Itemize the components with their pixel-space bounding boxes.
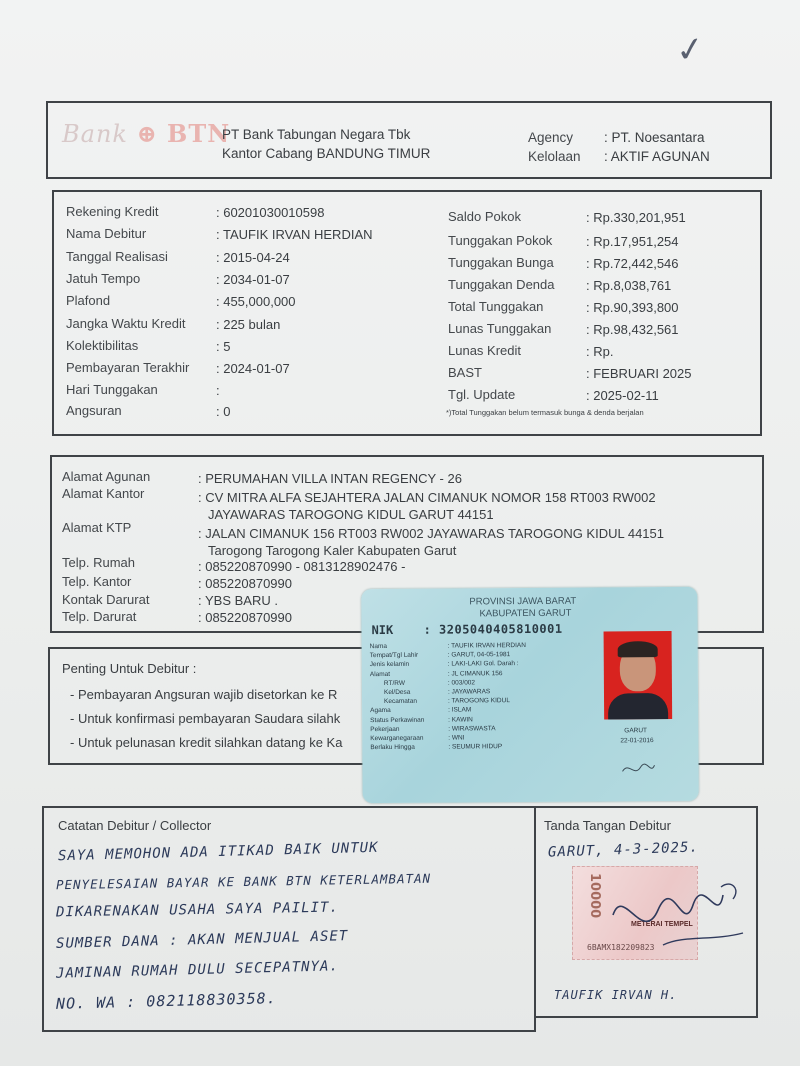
notes-title: Catatan Debitur / Collector [58, 818, 212, 833]
stamp-code: 6BAMX182209823 [587, 943, 655, 952]
loan-field-value: : Rp.72,442,546 [586, 256, 679, 271]
telp-rumah-value: : 085220870990 - 0813128902476 - [198, 559, 406, 574]
kontak-darurat-value: : YBS BARU . [198, 593, 278, 608]
loan-field-value: : 2015-04-24 [216, 250, 290, 265]
ktp-id-card [361, 587, 698, 803]
telp-darurat-label: Telp. Darurat [62, 609, 137, 624]
notice-title: Penting Untuk Debitur : [62, 661, 197, 676]
loan-field-value: : 0 [216, 404, 231, 419]
ktp-field-value: : 003/002 [447, 679, 476, 687]
ktp-field-value: : SEUMUR HIDUP [448, 743, 503, 751]
alamat-agunan-value: : PERUMAHAN VILLA INTAN REGENCY - 26 [198, 471, 462, 486]
ktp-field-label: Alamat [369, 670, 391, 678]
telp-kantor-value: : 085220870990 [198, 576, 292, 591]
note-line: NO. WA : 082118830358. [55, 989, 277, 1013]
loan-field-label: Jangka Waktu Kredit [66, 316, 186, 331]
ktp-field-value: : JL CIMANUK 156 [447, 669, 503, 678]
stamp-value: 10000 [587, 873, 602, 919]
check-mark-icon: ✓ [673, 28, 708, 72]
loan-field-value: : Rp.8,038,761 [586, 278, 672, 293]
ktp-field-value: : WNI [448, 734, 465, 742]
kontak-darurat-label: Kontak Darurat [62, 592, 150, 607]
loan-field-label: Plafond [66, 293, 111, 308]
note-line: SAYA MEMOHON ADA ITIKAD BAIK UNTUK [57, 839, 379, 865]
ktp-nik-label: NIK [371, 622, 394, 638]
ktp-field-value: : LAKI-LAKI Gol. Darah : [447, 660, 519, 668]
ktp-field-value: : KAWIN [448, 715, 473, 724]
ktp-field-label: Kewarganegaraan [370, 734, 424, 743]
ktp-field-label: Agama [370, 707, 391, 715]
loan-field-label: Tunggakan Bunga [448, 255, 554, 270]
alamat-kantor-value-2: JAYAWARAS TAROGONG KIDUL GARUT 44151 [208, 507, 494, 522]
loan-field-label: Angsuran [66, 403, 122, 418]
ktp-field-label: Status Perkawinan [370, 716, 425, 724]
note-line: PENYELESAIAN BAYAR KE BANK BTN KETERLAMBATAN [55, 870, 432, 893]
loan-field-value: : Rp. [586, 344, 614, 359]
ktp-regency: KABUPATEN GARUT [479, 607, 572, 620]
alamat-kantor-label: Alamat Kantor [62, 486, 145, 501]
loan-info-box [52, 190, 762, 436]
loan-field-value: : 225 bulan [216, 317, 281, 332]
loan-field-value: : Rp.90,393,800 [586, 300, 679, 315]
loan-field-value: : TAUFIK IRVAN HERDIAN [216, 227, 373, 242]
kelolaan-label: Kelolaan [528, 149, 581, 164]
ktp-field-label: Kecamatan [384, 697, 417, 706]
loan-field-label: Lunas Tunggakan [448, 321, 552, 336]
loan-field-label: Tunggakan Pokok [448, 233, 553, 248]
agency-value: : PT. Noesantara [604, 130, 705, 145]
loan-field-value: : 455,000,000 [216, 294, 296, 309]
alamat-ktp-value-2: Tarogong Tarogong Kaler Kabupaten Garut [208, 543, 457, 558]
note-line: SUMBER DANA : AKAN MENJUAL ASET [55, 928, 349, 952]
loan-field-label: Tunggakan Denda [448, 277, 555, 292]
signature-place-date: GARUT, 4-3-2025. [547, 839, 700, 861]
ktp-issue-place: GARUT [624, 727, 648, 735]
loan-field-label: Total Tunggakan [448, 299, 544, 314]
loan-field-label: Rekening Kredit [66, 204, 159, 219]
ktp-photo [604, 631, 673, 719]
note-line: JAMINAN RUMAH DULU SECEPATNYA. [55, 958, 340, 982]
loan-field-value: : 60201030010598 [216, 205, 325, 220]
agency-label: Agency [528, 130, 574, 145]
branch-name: Kantor Cabang BANDUNG TIMUR [222, 146, 431, 161]
loan-field-label: Tgl. Update [448, 387, 516, 402]
ktp-field-label: Tempat/Tgl Lahir [369, 651, 419, 660]
telp-darurat-value: : 085220870990 [198, 610, 292, 625]
alamat-kantor-value-1: : CV MITRA ALFA SEJAHTERA JALAN CIMANUK NOMOR 158 RT003 RW002 [198, 490, 656, 505]
kelolaan-value: : AKTIF AGUNAN [604, 149, 710, 164]
meterai-stamp [572, 866, 698, 960]
note-line: DIKARENAKAN USAHA SAYA PAILIT. [55, 899, 339, 921]
notes-box [42, 806, 536, 1032]
ktp-field-value: : TAROGONG KIDUL [448, 697, 510, 705]
loan-field-value: : 2034-01-07 [216, 272, 290, 287]
loan-field-value: : Rp.330,201,951 [586, 210, 686, 225]
loan-field-label: Saldo Pokok [448, 209, 521, 224]
signature-name: TAUFIK IRVAN H. [554, 988, 678, 1002]
loan-field-value: : FEBRUARI 2025 [586, 366, 692, 381]
loan-field-value: : Rp.98,432,561 [586, 322, 679, 337]
stamp-label: METERAI TEMPEL [631, 921, 693, 928]
telp-rumah-label: Telp. Rumah [62, 555, 135, 570]
ktp-field-label: Pekerjaan [370, 725, 400, 733]
alamat-ktp-label: Alamat KTP [62, 520, 132, 535]
ktp-field-label: RT/RW [383, 679, 406, 687]
notice-item: - Pembayaran Angsuran wajib disetorkan ke R [70, 687, 338, 702]
alamat-ktp-value-1: : JALAN CIMANUK 156 RT003 RW002 JAYAWARAS TAROGONG KIDUL 44151 [198, 526, 664, 541]
loan-field-label: BAST [448, 365, 482, 380]
loan-field-label: Tanggal Realisasi [66, 249, 168, 264]
loan-field-label: Pembayaran Terakhir [66, 360, 190, 375]
ktp-signature [618, 757, 658, 781]
loan-field-label: Kolektibilitas [66, 338, 139, 353]
loan-field-label: Hari Tunggakan [66, 382, 158, 397]
ktp-field-label: Kel/Desa [383, 688, 411, 697]
loan-field-value: : 2025-02-11 [586, 388, 659, 403]
loan-footnote: *)Total Tunggakan belum termasuk bunga & denda berjalan [446, 408, 644, 417]
loan-field-label: Nama Debitur [66, 226, 147, 241]
signature-scribble [603, 875, 753, 963]
notice-item: - Untuk konfirmasi pembayaran Saudara silahk [70, 711, 341, 726]
ktp-nik-value: : 3205040405810001 [423, 621, 563, 637]
ktp-issue-date: 22-01-2016 [620, 737, 654, 745]
ktp-field-value: : JAYAWARAS [447, 688, 491, 696]
ktp-field-value: : GARUT, 04-05-1981 [447, 651, 511, 659]
telp-kantor-label: Telp. Kantor [62, 574, 132, 589]
loan-field-value: : Rp.17,951,254 [586, 234, 679, 249]
loan-field-value: : 5 [216, 339, 231, 354]
loan-field-value: : 2024-01-07 [216, 361, 290, 376]
signature-title: Tanda Tangan Debitur [544, 818, 671, 833]
loan-field-value: : [216, 383, 220, 398]
header-box [46, 101, 772, 179]
ktp-field-value: : ISLAM [448, 706, 472, 714]
loan-field-label: Jatuh Tempo [66, 271, 141, 286]
ktp-field-label: Jenis kelamin [369, 661, 410, 669]
alamat-agunan-label: Alamat Agunan [62, 469, 151, 484]
ktp-field-value: : WIRASWASTA [448, 725, 496, 733]
notice-item: - Untuk pelunasan kredit silahkan datang ke Ka [70, 735, 343, 750]
ktp-field-value: : TAUFIK IRVAN HERDIAN [447, 642, 526, 650]
ktp-province: PROVINSI JAWA BARAT [469, 595, 577, 608]
loan-field-label: Lunas Kredit [448, 343, 521, 358]
bank-logo: Bank ⊕ BTN [62, 119, 231, 148]
ktp-field-label: Nama [369, 642, 388, 651]
bank-name: PT Bank Tabungan Negara Tbk [222, 127, 411, 142]
ktp-field-label: Berlaku Hingga [370, 743, 415, 752]
